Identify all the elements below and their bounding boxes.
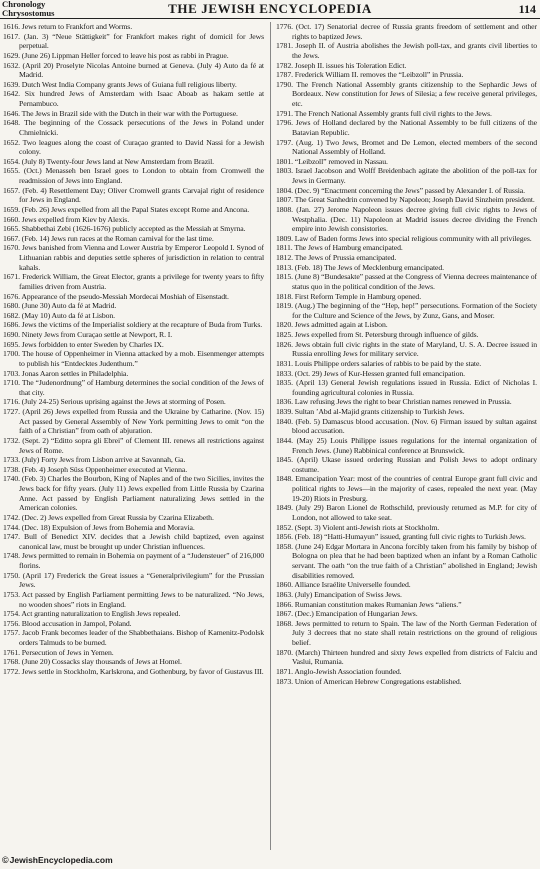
running-head-line-1: Chronology [2, 0, 46, 9]
chronology-entry [3, 619, 264, 629]
chronology-entry [276, 397, 537, 407]
chronology-entry [276, 138, 537, 157]
entry-year: 1811. [276, 243, 293, 253]
entry-text: Jews settle in Stockholm, Karlskrona, and Gothenburg, by favor of Gustavus III. [21, 666, 264, 676]
entry-year: 1744. [3, 522, 20, 532]
entry-text: (Feb. 3) Charles the Bourbon, King of Naples and of the two Sicilies, invites the Jews back for fifty years. (July 11) Jews expelled from Little Russia by Czarina Anne. Act passed by English Parliament naturalizing Jews settled in the American colonies. [19, 474, 264, 513]
entry-year: 1680. [3, 301, 20, 311]
page-header [0, 0, 540, 19]
chronology-entry [3, 397, 264, 407]
entry-year: 1840. [276, 416, 293, 426]
chronology-entry [3, 80, 264, 90]
entry-year: 1659. [3, 204, 20, 214]
entry-text: (Aug. 1) Two Jews, Bromet and De Lemon, elected members of the second National Assembly of Holland. [292, 137, 537, 157]
chronology-entry [276, 600, 537, 610]
chronology-entry [3, 138, 264, 157]
entry-year: 1790. [276, 79, 293, 89]
chronology-entry [3, 118, 264, 137]
entry-year: 1863. [276, 589, 293, 599]
entry-text: Act passed by English Parliament permitting Jews to be naturalized. “No Jews, no wooden shoes” riots in England. [19, 589, 264, 609]
entry-text: Alliance Israélite Universelle founded. [294, 580, 411, 590]
entry-year: 1849. [276, 503, 293, 513]
chronology-entry [276, 320, 537, 330]
entry-year: 1787. [276, 70, 293, 80]
chronology-entry [3, 272, 264, 291]
chronology-entry [3, 109, 264, 119]
entry-year: 1791. [276, 108, 293, 118]
entry-year: 1808. [276, 204, 293, 214]
chronology-entry [3, 234, 264, 244]
entry-text: Jews admitted again at Lisbon. [294, 320, 388, 330]
entry-year: 1742. [3, 512, 20, 522]
entry-text: Anglo-Jewish Association founded. [294, 666, 402, 676]
entry-text: (Oct. 29) Jews of Kur-Hessen granted full emancipation. [294, 368, 465, 378]
entry-year: 1639. [3, 79, 20, 89]
right-column [276, 22, 537, 850]
entry-text: Union of American Hebrew Congregations established. [294, 676, 462, 686]
chronology-entry [276, 677, 537, 687]
chronology-entry [3, 590, 264, 609]
entry-text: Joseph II. of Austria abolishes the Jewish poll-tax, and grants civil liberties to the Jews. [292, 41, 537, 60]
entry-text: (Feb. 4) Joseph Süss Oppenheimer executed at Vienna. [21, 464, 188, 474]
entry-text: (July) Emancipation of Swiss Jews. [294, 589, 402, 599]
entry-year: 1826. [276, 339, 293, 349]
entry-year: 1652. [3, 137, 20, 147]
chronology-entry [276, 263, 537, 273]
chronology-entry [276, 234, 537, 244]
entry-text: (June 24) Edgar Mortara in Ancona forcibly taken from his family by bishop of Bologna on plea that he had been baptized when an infant by a Roman Catholic servant. The oath “on the true faith of a Christian” abolished in England; Jewish disabilities removed. [292, 541, 537, 580]
entry-year: 1740. [3, 474, 20, 484]
entry-text: (Jan. 3) “Neue Stättigkeit” for Frankfort makes right of domicil for Jews perpetual. [19, 31, 264, 51]
entry-text: (Feb. 18) “Hatti-Humayun” issued, granting full civic rights to Turkish Jews. [294, 532, 526, 542]
entry-year: 1776. [276, 22, 293, 31]
entry-year: 1727. [3, 407, 20, 416]
entry-text: The Jews of Prussia emancipated. [294, 253, 397, 262]
entry-year: 1809. [276, 233, 293, 243]
chronology-entry [3, 532, 264, 551]
entry-text: (April 13) General Jewish regulations issued in Russia. Edict of Nicholas I. founding agricultural colonies in Russia. [292, 378, 537, 397]
page-title: THE JEWISH ENCYCLOPEDIA [168, 1, 372, 16]
entry-text: (Oct.) Menasseh ben Israel goes to London to obtain from Cromwell the readmission of Jews into England. [19, 166, 264, 185]
chronology-entry [3, 369, 264, 379]
chronology-entry [3, 32, 264, 51]
entry-text: (Sept. 2) “Editto sopra gli Ebrei” of Clement III. renews all restrictions against Jews of Rome. [19, 435, 264, 455]
chronology-entry [3, 243, 264, 272]
entry-year: 1710. [3, 378, 20, 388]
entry-text: (June 20) Cossacks slay thousands of Jews at Homel. [21, 657, 182, 667]
chronology-entry [276, 369, 537, 379]
entry-year: 1820. [276, 320, 293, 330]
chronology-entry [276, 253, 537, 263]
entry-year: 1657. [3, 185, 20, 195]
entry-text: Six hundred Jews of Amsterdam with Isaac Aboab as hakam settle at Pernambuco. [19, 89, 264, 108]
entry-text: Persecution of Jews in Yemen. [21, 647, 114, 657]
chronology-entry [276, 407, 537, 417]
entry-year: 1815. [276, 272, 293, 282]
entry-year: 1819. [276, 301, 293, 311]
entry-text: The “Judenordnung” of Hamburg determines the social condition of the Jews of that city. [19, 378, 264, 397]
chronology-entry [276, 436, 537, 455]
chronology-entry [276, 166, 537, 185]
entry-year: 1757. [3, 628, 20, 638]
entry-text: (June 26) Lippman Heller forced to leave his post as rabbi in Prague. [21, 50, 229, 60]
footer [2, 855, 113, 865]
chronology-entry [276, 330, 537, 340]
entry-year: 1833. [276, 368, 293, 378]
chronology-entry [276, 109, 537, 119]
chronology-entry [276, 580, 537, 590]
chronology-entry [276, 186, 537, 196]
entry-text: Israel Jacobson and Wolff Breidenbach agitate the abolition of the poll-tax for Jews in Germany. [292, 166, 537, 185]
chronology-entry [3, 51, 264, 61]
entry-year: 1753. [3, 589, 20, 599]
chronology-entry [3, 436, 264, 455]
entry-year: 1695. [3, 339, 20, 349]
chronology-entry [3, 455, 264, 465]
entry-text: (July 24-25) Serious uprising against the Jews at storming of Posen. [21, 397, 226, 407]
chronology-entry [3, 215, 264, 225]
entry-text: (May 25) Louis Philippe issues regulations for the internal organization of French Jews. (June) Rabbinical conference at Brunswick. [292, 435, 537, 455]
entry-text: (Feb. 26) Jews expelled from all the Papal States except Rome and Ancona. [21, 204, 250, 214]
chronology-entry [3, 320, 264, 330]
chronology-entry [276, 22, 537, 41]
entry-text: Jews expelled from Kiev by Alexis. [21, 214, 130, 224]
entry-year: 1866. [276, 599, 293, 609]
chronology-entry [276, 41, 537, 60]
entry-text: (May 10) Auto da fé at Lisbon. [21, 310, 116, 320]
entry-text: First Reform Temple in Hamburg opened. [294, 291, 422, 301]
entry-text: Louis Philippe orders salaries of rabbis to be paid by the state. [294, 358, 482, 368]
entry-year: 1782. [276, 60, 293, 70]
entry-year: 1667. [3, 233, 20, 243]
chronology-entry [3, 61, 264, 80]
entry-year: 1845. [276, 455, 293, 465]
chronology-entry [276, 542, 537, 581]
entry-text: (Dec. 18) Expulsion of Jews from Bohemia and Moravia. [21, 522, 195, 532]
entry-text: Jonas Aaron settles in Philadelphia. [21, 368, 129, 378]
entry-text: (Jan. 27) Jerome Napoleon issues decree giving full civic rights to Jews of Westphalia. (Dec. 11) Napoleon at Madrid issues decree dividing the French empire into Jewish consistories. [292, 204, 537, 234]
entry-year: 1781. [276, 41, 293, 51]
entry-text: The house of Oppenheimer in Vienna attacked by a mob. Eisenmenger attempts to publish his “Entdecktes Judenthum.” [19, 349, 264, 368]
entry-text: Jews expelled from St. Petersburg through influence of gilds. [294, 330, 479, 339]
entry-text: The beginning of the Cossack persecutions of the Jews in Poland under Chmielnicki. [19, 118, 264, 137]
chronology-entry [276, 417, 537, 436]
entry-text: Act granting naturalization to English Jews repealed. [21, 609, 181, 619]
chronology-entry [276, 301, 537, 320]
entry-text: Law refusing Jews the right to bear Christian names renewed in Prussia. [294, 397, 512, 407]
chronology-entry [3, 571, 264, 590]
entry-text: (Dec.) Emancipation of Hungarian Jews. [294, 609, 418, 619]
entry-text: Ninety Jews from Curaçao settle at Newport, R. I. [21, 330, 173, 339]
entry-text: (Feb. 5) Damascus blood accusation. (Nov. 6) Firman issued by sultan against blood accusation. [292, 416, 537, 436]
chronology-entry [276, 70, 537, 80]
chronology-entry [276, 474, 537, 503]
chronology-entry [3, 657, 264, 667]
entry-text: Law of Baden forms Jews into special religious community with all privileges. [294, 233, 532, 243]
entry-text: (July 8) Twenty-four Jews land at New Amsterdam from Brazil. [21, 156, 214, 166]
entry-year: 1616. [3, 22, 20, 31]
entry-text: Frederick William, the Great Elector, grants a privilege for twenty years to fifty families driven from Austria. [19, 272, 264, 291]
entry-year: 1761. [3, 647, 20, 657]
entry-year: 1818. [276, 291, 293, 301]
chronology-entry [3, 407, 264, 436]
entry-text: (July 29) Baron Lionel de Rothschild, previously returned as M.P. for city of London, not allowed to take seat. [292, 503, 537, 522]
entry-year: 1860. [276, 580, 293, 590]
entry-text: Jews forbidden to enter Sweden by Charles IX. [21, 339, 164, 349]
chronology-entry [276, 195, 537, 205]
entry-year: 1801. [276, 156, 293, 166]
chronology-entry [276, 205, 537, 234]
entry-year: 1646. [3, 108, 20, 118]
entry-year: 1868. [276, 618, 293, 628]
entry-year: 1831. [276, 358, 293, 368]
chronology-entry [3, 349, 264, 368]
entry-text: The French National Assembly grants citizenship to the Sephardic Jews of Bordeaux. New constitution for Jews of Silesia; a few receive general privileges, etc. [292, 79, 537, 108]
chronology-entry [3, 166, 264, 185]
chronology-entry [3, 292, 264, 302]
chronology-entry [3, 523, 264, 533]
entry-year: 1654. [3, 156, 20, 166]
entry-text: (Feb. 4) Resettlement Day; Oliver Cromwell grants Carvajal right of residence for Jews in England. [19, 185, 264, 205]
entry-text: (Dec. 9) “Enactment concerning the Jews” passed by Alexander I. of Russia. [294, 185, 525, 195]
chronology-entry [276, 667, 537, 677]
entry-text: The Jews in Brazil side with the Dutch in their war with the Portuguese. [21, 108, 238, 118]
entry-text: Frederick William II. removes the “Leibzoll” in Prussia. [294, 70, 464, 80]
entry-year: 1648. [3, 118, 20, 128]
chronology-entry [3, 648, 264, 658]
chronology-entry [3, 465, 264, 475]
entry-year: 1856. [276, 532, 293, 542]
entry-text: (Aug.) The beginning of the “Hep, hep!” persecutions. Formation of the Society for the Culture and Science of the Jews, by Zunz, Gans, and Moser. [292, 301, 537, 320]
entry-year: 1836. [276, 397, 293, 407]
entry-year: 1754. [3, 609, 20, 619]
chronology-entry [276, 359, 537, 369]
entry-text: The French National Assembly grants full civil rights to the Jews. [294, 108, 492, 118]
entry-year: 1732. [3, 435, 20, 445]
entry-year: 1716. [3, 397, 20, 407]
entry-year: 1750. [3, 570, 20, 580]
entry-text: Jacob Frank becomes leader of the Shabbethaians. Bishop of Kamenitz-Podolsk orders Talmuds to be burned. [19, 628, 264, 647]
entry-text: Joseph II. issues his Toleration Edict. [294, 60, 407, 70]
chronology-entry [3, 474, 264, 513]
chronology-entry [276, 503, 537, 522]
chronology-entry [276, 590, 537, 600]
chronology-entry [276, 157, 537, 167]
entry-text: (Sept. 3) Violent anti-Jewish riots at Stockholm. [294, 522, 440, 532]
entry-year: 1873. [276, 676, 293, 686]
entry-year: 1617. [3, 31, 20, 41]
entry-year: 1839. [276, 407, 293, 416]
entry-text: Jews of Holland declared by the National Assembly to be full citizens of the Batavian Republic. [292, 118, 537, 137]
entry-year: 1825. [276, 330, 293, 339]
chronology-entry [276, 609, 537, 619]
entry-text: Bull of Benedict XIV. decides that a Jewish child baptized, even against canonical law, must be brought up under Christian influences. [19, 532, 264, 551]
chronology-entry [3, 22, 264, 32]
chronology-entry [276, 455, 537, 474]
chronology-entry [3, 513, 264, 523]
chronology-entry [276, 118, 537, 137]
entry-year: 1807. [276, 195, 293, 205]
entry-text: Sultan ’Abd al-Majid grants citizenship to Turkish Jews. [294, 407, 465, 416]
entry-text: (June 30) Auto da fé at Madrid. [21, 301, 117, 311]
entry-year: 1676. [3, 291, 20, 301]
entry-year: 1848. [276, 474, 293, 484]
entry-year: 1835. [276, 378, 293, 388]
chronology-entry [276, 523, 537, 533]
entry-text: (Feb. 18) The Jews of Mecklenburg emancipated. [294, 262, 445, 272]
entry-text: (March) Thirteen hundred and sixty Jews expelled from districts of Falciu and Vaslui, Rumania. [292, 647, 537, 667]
chronology-entry [3, 89, 264, 108]
entry-text: Blood accusation in Jampol, Poland. [21, 618, 132, 628]
chronology-entry [3, 667, 264, 677]
entry-year: 1858. [276, 541, 293, 551]
entry-year: 1748. [3, 551, 20, 561]
footer-site-link[interactable]: JewishEncyclopedia.com [9, 855, 113, 865]
entry-year: 1655. [3, 166, 20, 176]
entry-year: 1738. [3, 464, 20, 474]
page-number: 114 [518, 2, 536, 16]
chronology-entry [276, 272, 537, 291]
entry-year: 1812. [276, 253, 293, 262]
entry-year: 1813. [276, 262, 293, 272]
chronology-entry [276, 243, 537, 253]
entry-year: 1844. [276, 435, 293, 445]
chronology-entry [3, 551, 264, 570]
entry-text: (April 20) Proselyte Nicolas Antoine burned at Geneva. (July 4) Auto da fé at Madrid. [19, 60, 264, 80]
copyright-symbol: © [2, 855, 9, 865]
entry-year: 1690. [3, 330, 20, 339]
entry-year: 1756. [3, 618, 20, 628]
entry-year: 1803. [276, 166, 293, 176]
chronology-entry [3, 311, 264, 321]
entry-text: (Feb. 14) Jews run races at the Roman carnival for the last time. [21, 233, 214, 243]
entry-text: Jews permitted to remain in Bohemia on payment of a “Judensteuer” of 216,000 florins. [19, 551, 264, 570]
entry-text: Two leagues along the coast of Curaçao granted to David Nassi for a Jewish colony. [19, 137, 264, 157]
column-divider [270, 22, 271, 850]
entry-text: Dutch West India Company grants Jews of Guiana full religious liberty. [21, 79, 237, 89]
entry-year: 1671. [3, 272, 20, 282]
chronology-entry [3, 330, 264, 340]
entry-year: 1686. [3, 320, 20, 330]
entry-year: 1642. [3, 89, 20, 99]
chronology-entry [3, 378, 264, 397]
entry-year: 1703. [3, 368, 20, 378]
left-column [3, 22, 264, 850]
entry-text: Jews permitted to return to Spain. The law of the North German Federation of July 3 decrees that no state shall retain restrictions on the ground of religious belief. [292, 618, 537, 647]
entry-year: 1867. [276, 609, 293, 619]
entry-text: (April 17) Frederick the Great issues a “Generalprivilegium” for the Prussian Jews. [19, 570, 264, 590]
entry-text: Rumanian constitution makes Rumanian Jews “aliens.” [294, 599, 462, 609]
entry-text: Shabbethai Zebi (1626-1676) publicly accepted as the Messiah at Smyrna. [21, 224, 246, 234]
entry-text: Jews banished from Vienna and Lower Austria by Emperor Leopold I. Synod of Lithuanian rabbis and deputies settle spheres of jurisdiction in relation to central kahals. [19, 243, 264, 272]
chronology-entry [3, 609, 264, 619]
chronology-entry [3, 628, 264, 647]
entry-year: 1796. [276, 118, 293, 128]
chronology-entry [276, 61, 537, 71]
entry-year: 1660. [3, 214, 20, 224]
chronology-entry [276, 619, 537, 648]
entry-year: 1629. [3, 50, 20, 60]
chronology-entry [3, 340, 264, 350]
entry-year: 1852. [276, 522, 293, 532]
entry-text: Appearance of the pseudo-Messiah Mordecai Moshiah of Eisenstadt. [21, 291, 229, 301]
chronology-entry [276, 80, 537, 109]
entry-year: 1804. [276, 185, 293, 195]
chronology-entry [3, 224, 264, 234]
entry-year: 1700. [3, 349, 20, 359]
entry-year: 1768. [3, 657, 20, 667]
entry-text: (Dec. 2) Jews expelled from Great Russia by Czarina Elizabeth. [21, 512, 214, 522]
chronology-entry [276, 340, 537, 359]
entry-year: 1632. [3, 60, 20, 70]
chronology-entry [276, 648, 537, 667]
entry-text: (June 8) “Bundesakte” passed at the Congress of Vienna decrees maintenance of status quo in the political condition of the Jews. [292, 272, 537, 291]
running-head-line-2: Chrysostomus [2, 8, 55, 18]
entry-text: The Great Sanhedrin convened by Napoleon; Joseph David Sinzheim president. [294, 195, 535, 205]
entry-text: The Jews of Hamburg emancipated. [294, 243, 403, 253]
entry-year: 1797. [276, 137, 293, 147]
chronology-entry [3, 205, 264, 215]
entry-text: (Oct. 17) Senatorial decree of Russia grants freedom of settlement and other rights to baptized Jews. [292, 22, 537, 41]
chronology-entry [276, 292, 537, 302]
entry-year: 1670. [3, 243, 20, 253]
chronology-entry [3, 186, 264, 205]
entry-text: Jews return to Frankfort and Worms. [21, 22, 133, 31]
entry-year: 1665. [3, 224, 20, 234]
entry-text: Emancipation Year: most of the countries of central Europe grant full civic and political rights to Jews—in the majority of cases, repealed the next year. (May 19-20) Riots in Presburg. [292, 474, 537, 503]
entry-year: 1772. [3, 666, 20, 676]
entry-year: 1871. [276, 666, 293, 676]
chronology-entry [276, 378, 537, 397]
entry-text: Jews obtain full civic rights in the state of Maryland, U. S. A. Decree issued in Russia enrolling Jews for military service. [292, 339, 537, 359]
entry-text: (April 26) Jews expelled from Russia and the Ukraine by Catharine. (Nov. 15) Act passed by General Assembly of New York permitting Jews to omit “on the faith of a Christian” from oath of abjuration. [19, 407, 264, 436]
entry-text: (July) Forty Jews from Lisbon arrive at Savannah, Ga. [21, 455, 186, 465]
entry-year: 1682. [3, 310, 20, 320]
chronology-entry [3, 157, 264, 167]
chronology-entry [3, 301, 264, 311]
entry-year: 1733. [3, 455, 20, 465]
entry-text: (April) Ukase issued ordering Russian and Polish Jews to adopt ordinary costume. [292, 455, 537, 474]
entry-year: 1870. [276, 647, 293, 657]
entry-text: “Leibzoll” removed in Nassau. [294, 156, 388, 166]
entry-text: Jews the victims of the Imperialist soldiery at the recapture of Buda from Turks. [21, 320, 263, 330]
chronology-entry [276, 532, 537, 542]
entry-year: 1747. [3, 532, 20, 542]
